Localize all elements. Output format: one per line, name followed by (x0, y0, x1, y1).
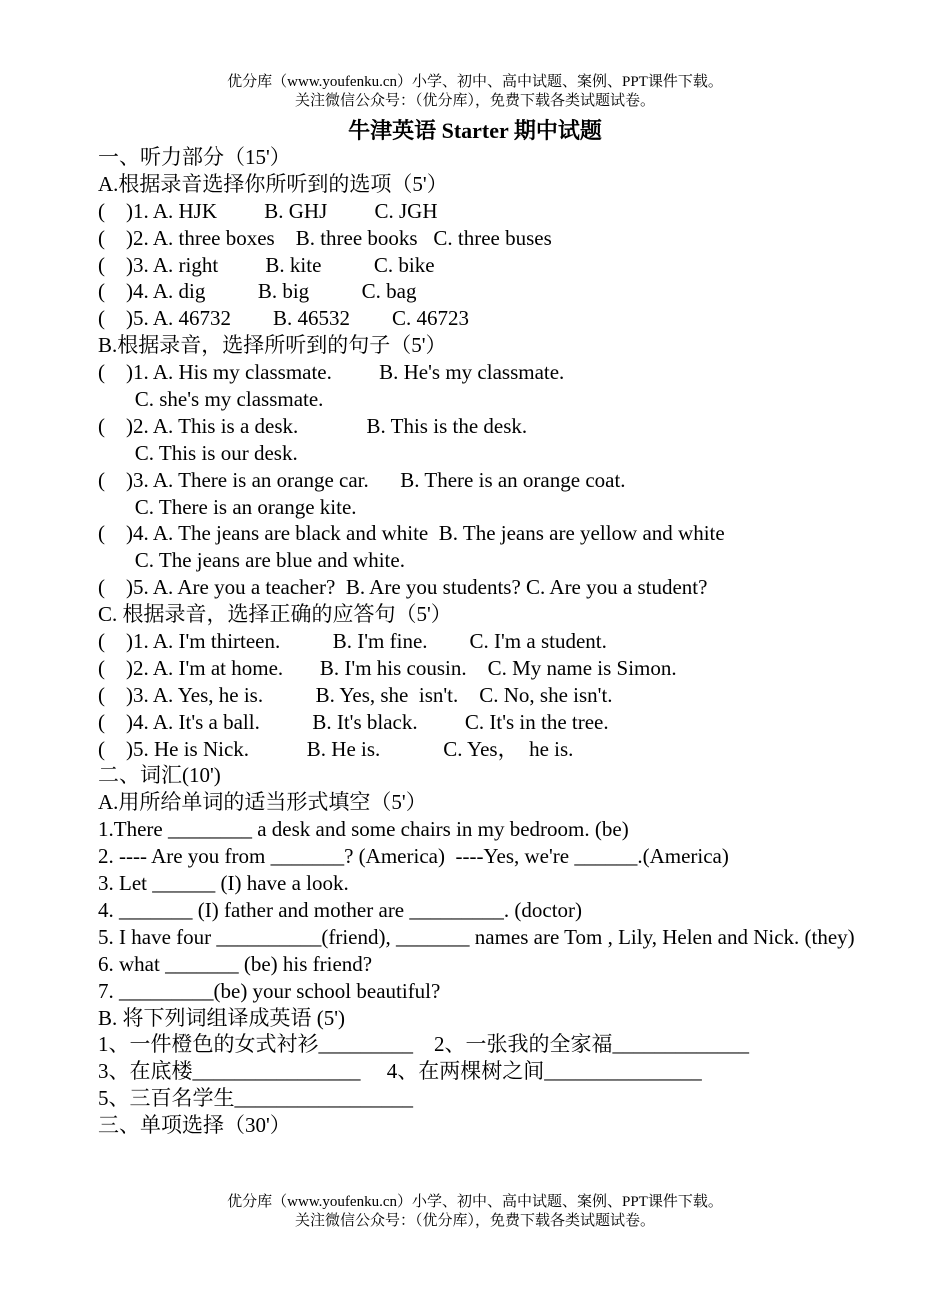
footer-line-1: 优分库（www.youfenku.cn）小学、初中、高中试题、案例、PPT课件下载。 (227, 1194, 723, 1210)
exercise-line: 1.There ________ a desk and some chairs in my bedroom. (be) (98, 817, 629, 842)
exercise-line: 3、在底楼________________ 4、在两棵树之间_______________ (98, 1059, 702, 1084)
exercise-line: ( )2. A. I'm at home. B. I'm his cousin. C. My name is Simon. (98, 655, 677, 680)
header-line-1: 优分库（www.youfenku.cn）小学、初中、高中试题、案例、PPT课件下载。 (227, 74, 723, 90)
exercise-line: ( )1. A. HJK B. GHJ C. JGH (98, 198, 438, 223)
footer-line-2: 关注微信公众号：（优分库），免费下载各类试题试卷。 (294, 1213, 655, 1229)
exercise-line: ( )1. A. I'm thirteen. B. I'm fine. C. I'm a student. (98, 629, 607, 654)
exercise-line: A.根据录音选择你所听到的选项（5'） (98, 171, 448, 196)
exercise-line: A.用所给单词的适当形式填空（5'） (98, 790, 427, 815)
exercise-line: B. 将下列词组译成英语 (5') (98, 1005, 346, 1030)
page-title: 牛津英语 Starter 期中试题 (348, 118, 602, 143)
exercise-line: ( )4. A. It's a ball. B. It's black. C. It's in the tree. (98, 709, 609, 734)
exercise-line: B.根据录音，选择所听到的句子（5'） (98, 333, 447, 358)
exercise-line: ( )5. He is Nick. B. He is. C. Yes， he is. (98, 736, 574, 761)
exercise-line: 一、听力部分（15'） (98, 145, 291, 169)
exercise-line: C. The jeans are blue and white. (98, 548, 405, 573)
exercise-line: 4. _______ (I) father and mother are _________. (doctor) (98, 897, 583, 922)
exercise-line: 3. Let ______ (I) have a look. (98, 871, 349, 896)
exercise-line: 三、单项选择（30'） (98, 1113, 291, 1138)
exercise-line: ( )5. A. 46732 B. 46532 C. 46723 (98, 306, 470, 331)
exercise-line: 1、一件橙色的女式衬衫_________ 2、一张我的全家福_____________ (98, 1032, 749, 1057)
exercise-line-wrapped: 5. I have four __________(friend), _______ names are Tom , Lily, Helen and Nick. (they) (98, 924, 855, 949)
exercise-line: C. 根据录音，选择正确的应答句（5'） (98, 602, 452, 627)
exercise-line: 5、三百名学生_________________ (98, 1086, 413, 1111)
exercise-line: 7. _________(be) your school beautiful? (98, 978, 441, 1003)
exercise-line: ( )1. A. His my classmate. B. He's my classmate. (98, 360, 565, 385)
exercise-line: 6. what _______ (be) his friend? (98, 951, 373, 976)
exercise-line: ( )5. A. Are you a teacher? B. Are you students? C. Are you a student? (98, 575, 708, 600)
exercise-line: ( )2. A. This is a desk. B. This is the desk. (98, 413, 528, 438)
exercise-line: ( )3. A. right B. kite C. bike (98, 252, 435, 277)
header-line-2: 关注微信公众号：（优分库），免费下载各类试题试卷。 (294, 93, 655, 109)
exercise-line: ( )3. A. Yes, he is. B. Yes, she isn't. C. No, she isn't. (98, 682, 613, 707)
exercise-line: ( )4. A. The jeans are black and white B. The jeans are yellow and white (98, 521, 725, 546)
exam-body (98, 144, 858, 1139)
exercise-line: C. There is an orange kite. (98, 494, 357, 519)
exercise-line: ( )4. A. dig B. big C. bag (98, 279, 417, 304)
exercise-line: ( )2. A. three boxes B. three books C. three buses (98, 225, 552, 250)
exercise-line: C. This is our desk. (98, 440, 298, 465)
exercise-line: C. she's my classmate. (98, 387, 324, 412)
exercise-line: 2. ---- Are you from _______? (America) ----Yes, we're ______.(America) (98, 844, 729, 869)
exercise-line: 二、词汇(10') (98, 763, 221, 788)
exercise-line: ( )3. A. There is an orange car. B. There is an orange coat. (98, 467, 626, 492)
